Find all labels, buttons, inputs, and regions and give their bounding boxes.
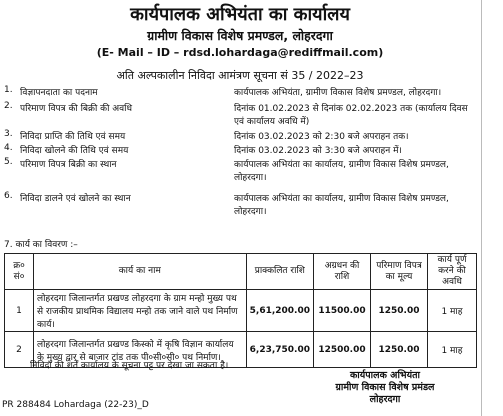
detail-label: परिमाण विपत्र की बिक्री की अवधि [20, 104, 133, 114]
col-header-work-name: कार्य का नाम [34, 254, 247, 290]
division-name: ग्रामीण विकास विशेष प्रमण्डल, लोहरदगा [147, 28, 333, 43]
detail-number: 3. [4, 129, 13, 139]
email-line: (E- Mail – ID – rdsd.lohardaga@rediffmail.com) [96, 46, 384, 59]
detail-row [4, 191, 478, 219]
notice-title: अति अल्पकालीन निविदा आमंत्रण सूचना सं 35 / 2022–23 [116, 69, 364, 82]
adjacent-page-edge [481, 0, 503, 416]
col-header-earnest: अग्रधन की राशि [314, 254, 371, 290]
col-header-period: कार्य पूर्ण करने की अवधि [428, 254, 477, 290]
office-title: कार्यपालक अभियंता का कार्यालय [130, 4, 350, 25]
cell-serial: 1 [5, 290, 34, 332]
detail-row [4, 85, 478, 101]
cell-work-name: लोहरदगा जिलान्तर्गत प्रखण्ड किस्को में कृषि विज्ञान कार्यालय के मुख्य द्वार से बाजार टांड तक पी०सी०सी० पथ निर्माण। [34, 332, 247, 368]
cell-earnest: 11500.00 [314, 290, 371, 332]
cell-cost: 1250.00 [371, 332, 428, 368]
cell-serial: 2 [5, 332, 34, 368]
signature-place: लोहरदगा [369, 394, 401, 405]
pr-code: PR 288484 Lohardaga (22-23)_D [2, 400, 149, 410]
cell-amount: 5,61,200.00 [246, 290, 313, 332]
detail-label: निविदा प्राप्ति की तिथि एवं समय [20, 132, 126, 142]
signature-designation: कार्यपालक अभियंता [350, 370, 420, 381]
col-header-serial: क्र० सं० [5, 254, 34, 290]
detail-number: 4. [4, 143, 13, 153]
cell-period: 1 माह [428, 332, 477, 368]
works-table [4, 253, 477, 368]
detail-number: 5. [4, 157, 13, 167]
detail-number: 2. [4, 101, 13, 111]
table-header-row [5, 254, 477, 290]
detail-value: कार्यपालक अभियंता, ग्रामीण विकास विशेष प्रमण्डल, लोहरदगा। [234, 88, 442, 98]
detail-row [4, 143, 478, 157]
conditions-note: निविदा की शर्तें कार्यालय के सूचना पट्ट पर देखा जा सकता है। [30, 361, 229, 371]
cell-earnest: 12500.00 [314, 332, 371, 368]
detail-number: 1. [4, 85, 13, 95]
detail-label: विज्ञापनदाता का पदनाम [20, 88, 98, 98]
detail-row [4, 129, 478, 143]
detail-value: कार्यपालक अभियंता का कार्यालय, ग्रामीण विकास विशेष प्रमण्डल, लोहरदगा। [234, 160, 449, 183]
signature-block [290, 370, 480, 406]
section-7-heading: 7. कार्य का विवरण :– [4, 240, 78, 250]
cell-amount: 6,23,750.00 [246, 332, 313, 368]
detail-row [4, 157, 478, 185]
detail-label: परिमाण विपत्र बिक्री का स्थान [20, 160, 117, 170]
col-header-cost: परिमाण विपत्र का मूल्य [371, 254, 428, 290]
cell-cost: 1250.00 [371, 290, 428, 332]
detail-label: निविदा डालने एवं खोलने का स्थान [20, 194, 131, 204]
detail-row [4, 101, 478, 129]
detail-value: दिनांक 03.02.2023 को 3:30 बजे अपराहन में। [234, 146, 402, 156]
detail-label: निविदा खोलने की तिथि एवं समय [20, 146, 129, 156]
detail-number: 6. [4, 191, 13, 201]
detail-value: दिनांक 03.02.2023 को 2:30 बजे अपराहन तक। [234, 132, 409, 142]
table-row [5, 290, 477, 332]
detail-value: कार्यपालक अभियंता का कार्यालय, ग्रामीण विकास विशेष प्रमण्डल, लोहरदगा। [234, 194, 449, 217]
col-header-amount: प्राक्कलित राशि [246, 254, 313, 290]
cell-work-name: लोहरदगा जिलान्तर्गत प्रखण्ड लोहरदगा के ग्राम मन्हो मुख्य पथ से राजकीय प्राथमिक विद्यालय मन्हो तक जाने वाले पथ निर्माण कार्य। [34, 290, 247, 332]
signature-division: ग्रामीण विकास विशेष प्रमंडल [335, 382, 435, 393]
cell-period: 1 माह [428, 290, 477, 332]
detail-list [4, 85, 478, 219]
detail-value: दिनांक 01.02.2023 से दिनांक 02.02.2023 तक (कार्यालय दिवस एवं कार्यालय अवधि में) [234, 104, 468, 127]
